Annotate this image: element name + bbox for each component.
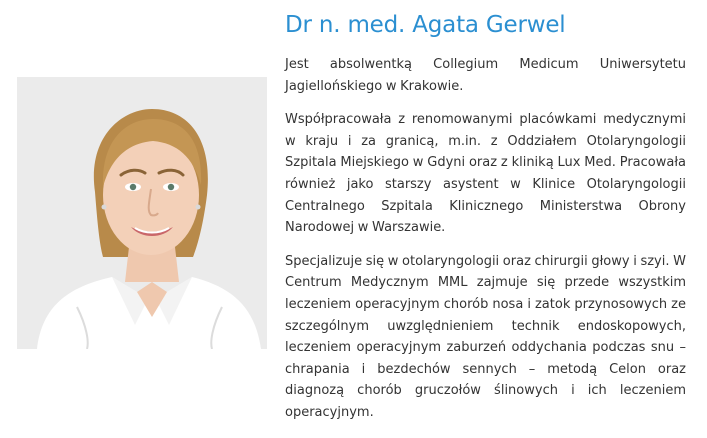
portrait-illustration [17,77,267,349]
doctor-name-heading: Dr n. med. Agata Gerwel [285,12,566,38]
doctor-portrait-photo [17,77,267,349]
bio-paragraph-experience: Współpracowała z renomowanymi placówkami medycznymi w kraju i za granicą, m.in. z Oddziałem Otolaryngologii Szpitala Miejskiego w Gdyni oraz z kliniką Lux Med. Pracowała również jako starszy asystent w Klinice Otolaryngologii Centralnego Szpitala Klinicznego Ministerstwa Obrony Narodowej w Warszawie. [285,112,686,236]
bio-paragraph-specialization: Specjalizuje się w otolaryngologii oraz chirurgii głowy i szyi. W Centrum Medycznym MML zajmuje się przede wszystkim leczeniem operacyjnym chorób nosa i zatok przynosowych ze szczególnym uwzględnieniem technik endoskopowych, leczeniem operacyjnym zaburzeń oddychania podczas snu – chrapania i bezdechów sennych – metodą Celon oraz diagnozą chorób gruczołów ślinowych i ich leczeniem operacyjnym. [285,253,686,420]
bio-paragraph-education: Jest absolwentką Collegium Medicum Uniwersytetu Jagiellońskiego w Krakowie. [285,57,686,94]
doctor-profile-content [285,10,686,436]
